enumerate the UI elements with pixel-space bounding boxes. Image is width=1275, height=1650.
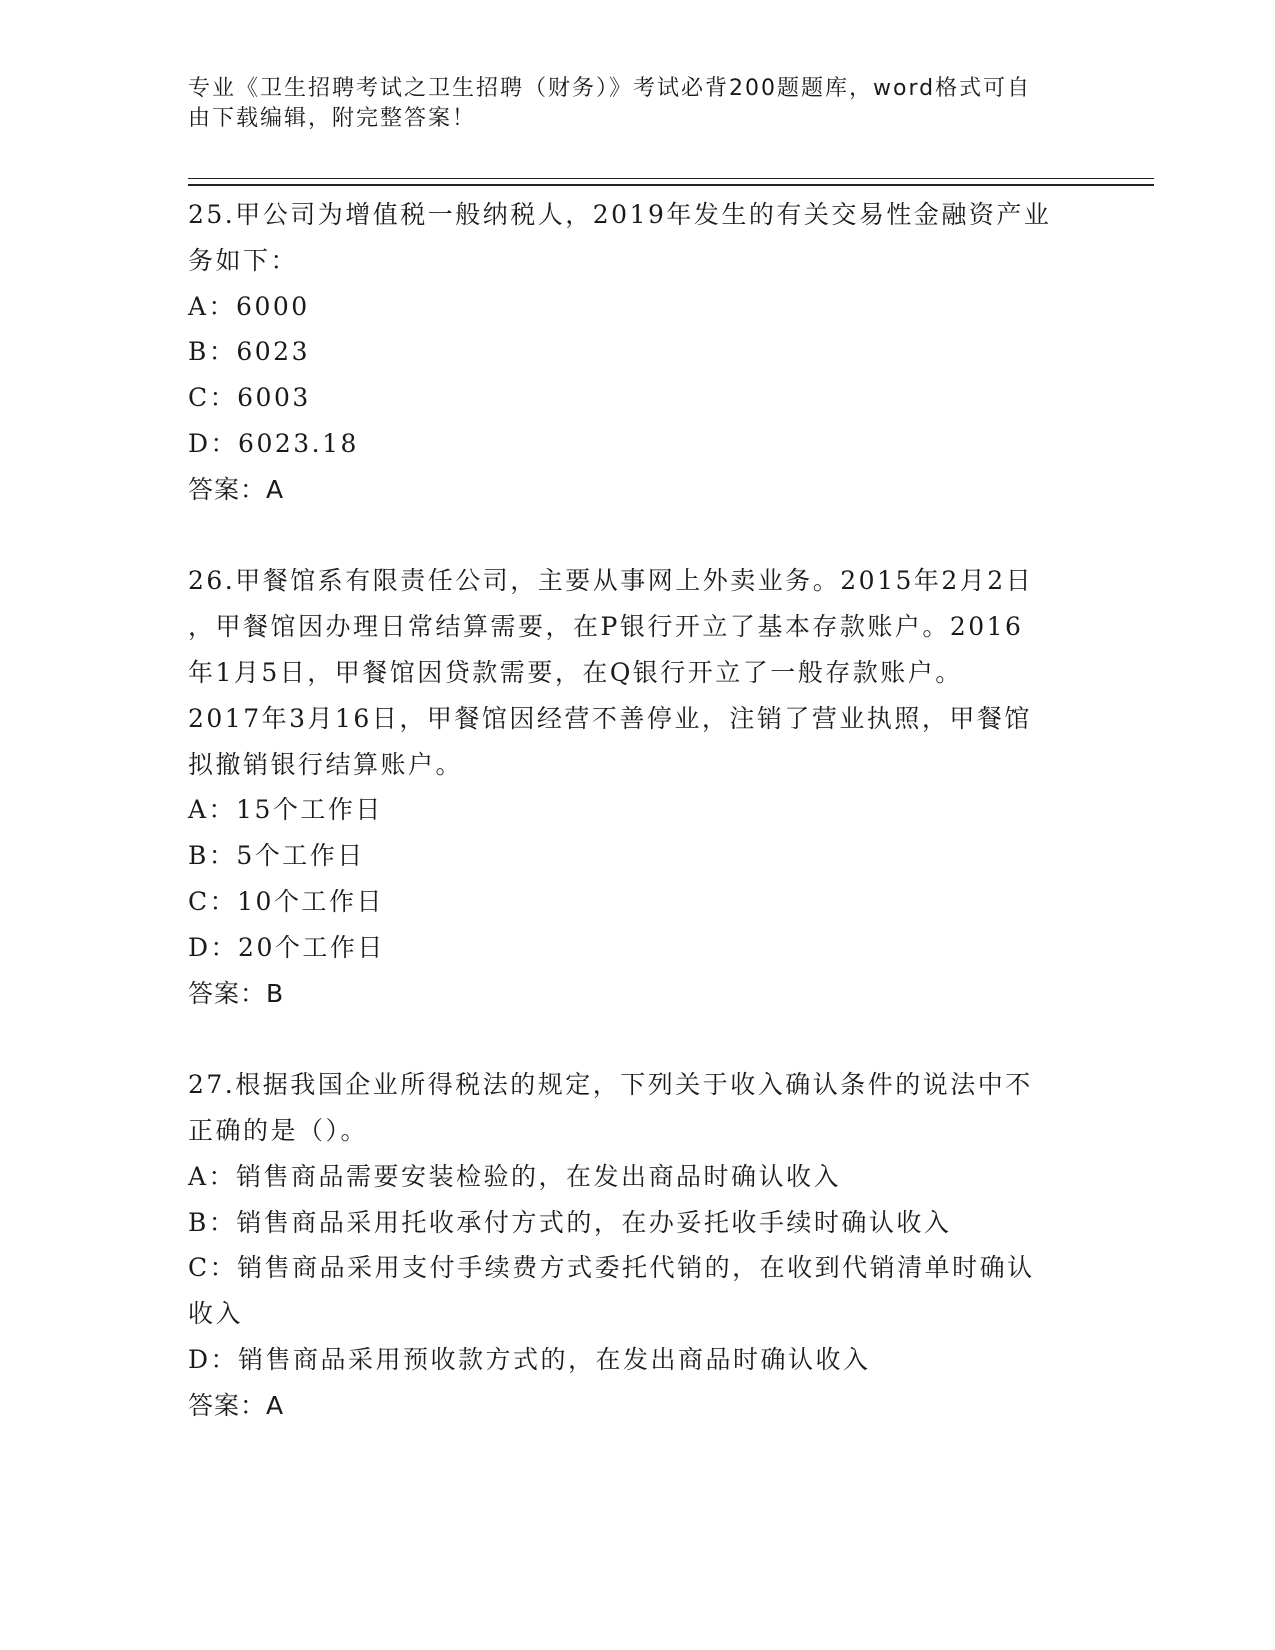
question-stem-line: 25.甲公司为增值税一般纳税人，2019年发生的有关交易性金融资产业 <box>188 200 1052 229</box>
answer-line: 答案：A <box>188 474 285 504</box>
option-d: D：销售商品采用预收款方式的，在发出商品时确认收入 <box>188 1344 871 1374</box>
header-divider-thick <box>188 184 1154 186</box>
question-25 <box>188 192 1088 513</box>
option-a: A：6000 <box>188 291 310 321</box>
question-stem-line: 26.甲餐馆系有限责任公司，主要从事网上外卖业务。2015年2月2日 <box>188 566 1034 596</box>
question-spacer <box>188 513 1088 559</box>
question-stem-line: 务如下： <box>188 245 299 275</box>
answer-line: 答案：B <box>188 978 285 1008</box>
option-a: A：15个工作日 <box>188 795 383 825</box>
option-b: B：销售商品采用托收承付方式的，在办妥托收手续时确认收入 <box>188 1207 952 1237</box>
question-stem-line: 年1月5日，甲餐馆因贷款需要，在Q银行开立了一般存款账户。 <box>188 657 963 687</box>
option-b: B：6023 <box>188 337 310 367</box>
option-d: D：6023.18 <box>188 428 359 458</box>
question-spacer <box>188 1016 1088 1062</box>
question-stem-line: 2017年3月16日，甲餐馆因经营不善停业，注销了营业执照，甲餐馆 <box>188 703 1032 733</box>
question-26 <box>188 558 1088 1016</box>
header-title-line-2: 由下载编辑，附完整答案！ <box>188 106 477 131</box>
option-c: C：销售商品采用支付手续费方式委托代销的，在收到代销清单时确认 <box>188 1253 1035 1283</box>
question-stem-line: 拟撤销银行结算账户。 <box>188 749 464 779</box>
answer-line: 答案：A <box>188 1390 285 1420</box>
option-c-continued: 收入 <box>188 1299 244 1329</box>
question-stem-line: 27.根据我国企业所得税法的规定，下列关于收入确认条件的说法中不 <box>188 1070 1033 1100</box>
question-stem-line: ，甲餐馆因办理日常结算需要，在P银行开立了基本存款账户。2016 <box>188 612 1024 642</box>
option-c: C：6003 <box>188 383 311 413</box>
document-header <box>188 74 1068 134</box>
question-stem-line: 正确的是（）。 <box>188 1115 369 1145</box>
header-title-line-1: 专业《卫生招聘考试之卫生招聘（财务）》考试必背200题题库，word格式可自 <box>188 76 1032 101</box>
question-27 <box>188 1062 1088 1428</box>
option-c: C：10个工作日 <box>188 886 384 916</box>
option-b: B：5个工作日 <box>188 841 365 871</box>
option-a: A：销售商品需要安装检验的，在发出商品时确认收入 <box>188 1161 842 1191</box>
option-d: D：20个工作日 <box>188 932 385 962</box>
header-divider-thin <box>188 178 1154 179</box>
question-list <box>188 192 1088 1429</box>
